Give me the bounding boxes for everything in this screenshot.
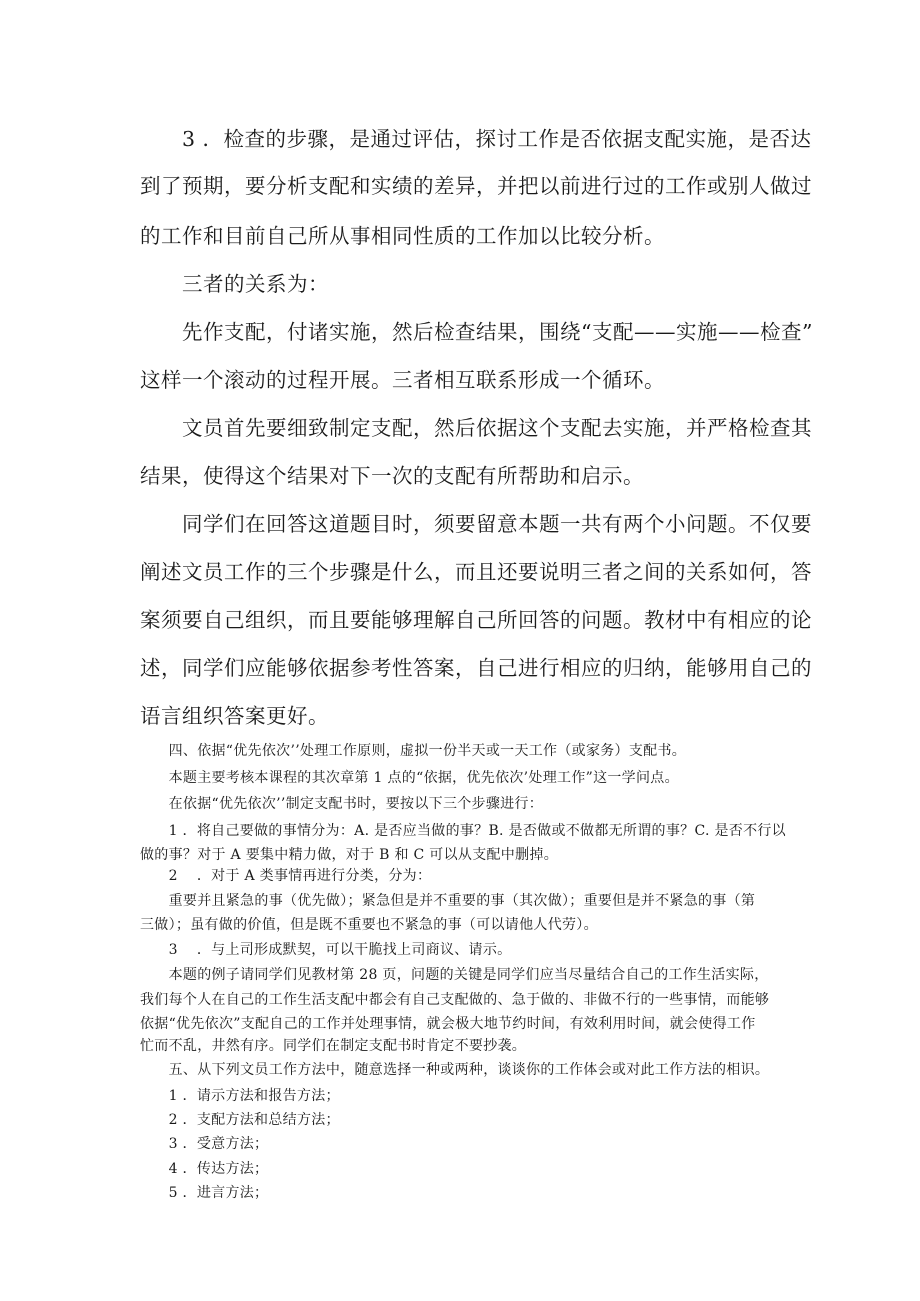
paragraph-line: 的工作和目前自己所从事相同性质的工作加以比较分析。 (140, 224, 665, 248)
paragraph-line: 阐述文员工作的三个步骤是什么，而且还要说明三者之间的关系如何，答 (140, 560, 812, 584)
paragraph-line: 结果，使得这个结果对下一次的支配有所帮助和启示。 (140, 464, 644, 488)
paragraph-line: 3 ．检查的步骤，是通过评估，探讨工作是否依据支配实施，是否达 (140, 127, 812, 151)
text-line: 本题主要考核本课程的其次章第 1 点的“依据，优先依次’处理工作”这一学问点。 (140, 770, 679, 786)
text-line: 3 ．与上司形成默契，可以干脆找上司商议、请示。 (140, 942, 512, 958)
paragraph-line: 三者的关系为： (140, 272, 329, 296)
text-line: 2 ．对于 A 类事情再进行分类，分为： (140, 868, 432, 884)
text-line: 我们每个人在自己的工作生活支配中都会有自己支配做的、急于做的、非做不行的一些事情，而能够 (140, 992, 770, 1008)
paragraph-line: 文员首先要细致制定支配，然后依据这个支配去实施，并严格检查其 (140, 416, 812, 440)
text-line: 三做）；虽有做的价值，但是既不重要也不紧急的事（可以请他人代劳）。 (140, 917, 598, 933)
paragraph-line: 语言组织答案更好。 (140, 704, 329, 728)
text-line: 重要并且紧急的事（优先做）；紧急但是并不重要的事（其次做）；重要但是并不紧急的事（第 (140, 893, 756, 909)
paragraph-line: 同学们在回答这道题目时，须要留意本题一共有两个小问题。不仅要 (140, 512, 812, 536)
text-line: 五、从下列文员工作方法中，随意选择一种或两种，谈谈你的工作体会或对此工作方法的相识。 (140, 1062, 770, 1078)
text-line: 5 ．进言方法； (140, 1185, 269, 1201)
paragraph-line: 先作支配，付诸实施，然后检查结果，围绕“支配——实施——检查” (140, 320, 813, 344)
text-line: 依据“优先依次”支配自己的工作并处理事情，就会极大地节约时间，有效利用时间，就会使得工作 (140, 1016, 756, 1032)
text-line: 忙而不乱，井然有序。同学们在制定支配书时肯定不要抄袭。 (140, 1038, 527, 1054)
text-line: 在依据“优先依次’’制定支配书时，要按以下三个步骤进行： (140, 796, 544, 812)
text-line: 2 ．支配方法和总结方法； (140, 1112, 340, 1128)
paragraph-line: 案须要自己组织，而且要能够理解自己所回答的问题。教材中有相应的论 (140, 608, 812, 632)
paragraph-line: 到了预期，要分析支配和实绩的差异，并把以前进行过的工作或别人做过 (140, 174, 812, 198)
text-line: 做的事？对于 A 要集中精力做，对于 B 和 C 可以从支配中删掉。 (140, 847, 559, 863)
text-line: 1 ．请示方法和报告方法； (140, 1088, 340, 1104)
text-line: 1 ．将自己要做的事情分为：A. 是否应当做的事？B. 是否做或不做都无所谓的事？C. 是否不行以 (140, 823, 786, 839)
paragraph-line: 述，同学们应能够依据参考性答案，自己进行相应的归纳，能够用自己的 (140, 656, 812, 680)
text-line: 四、依据“优先依次’’处理工作原则，虚拟一份半天或一天工作（或家务）支配书。 (140, 743, 687, 759)
text-line: 本题的例子请同学们见教材第 28 页，问题的关键是同学们应当尽量结合自己的工作生活实际， (140, 967, 769, 983)
text-line: 4 ．传达方法； (140, 1161, 269, 1177)
text-line: 3 ．受意方法； (140, 1136, 269, 1152)
paragraph-line: 这样一个滚动的过程开展。三者相互联系形成一个循环。 (140, 368, 665, 392)
